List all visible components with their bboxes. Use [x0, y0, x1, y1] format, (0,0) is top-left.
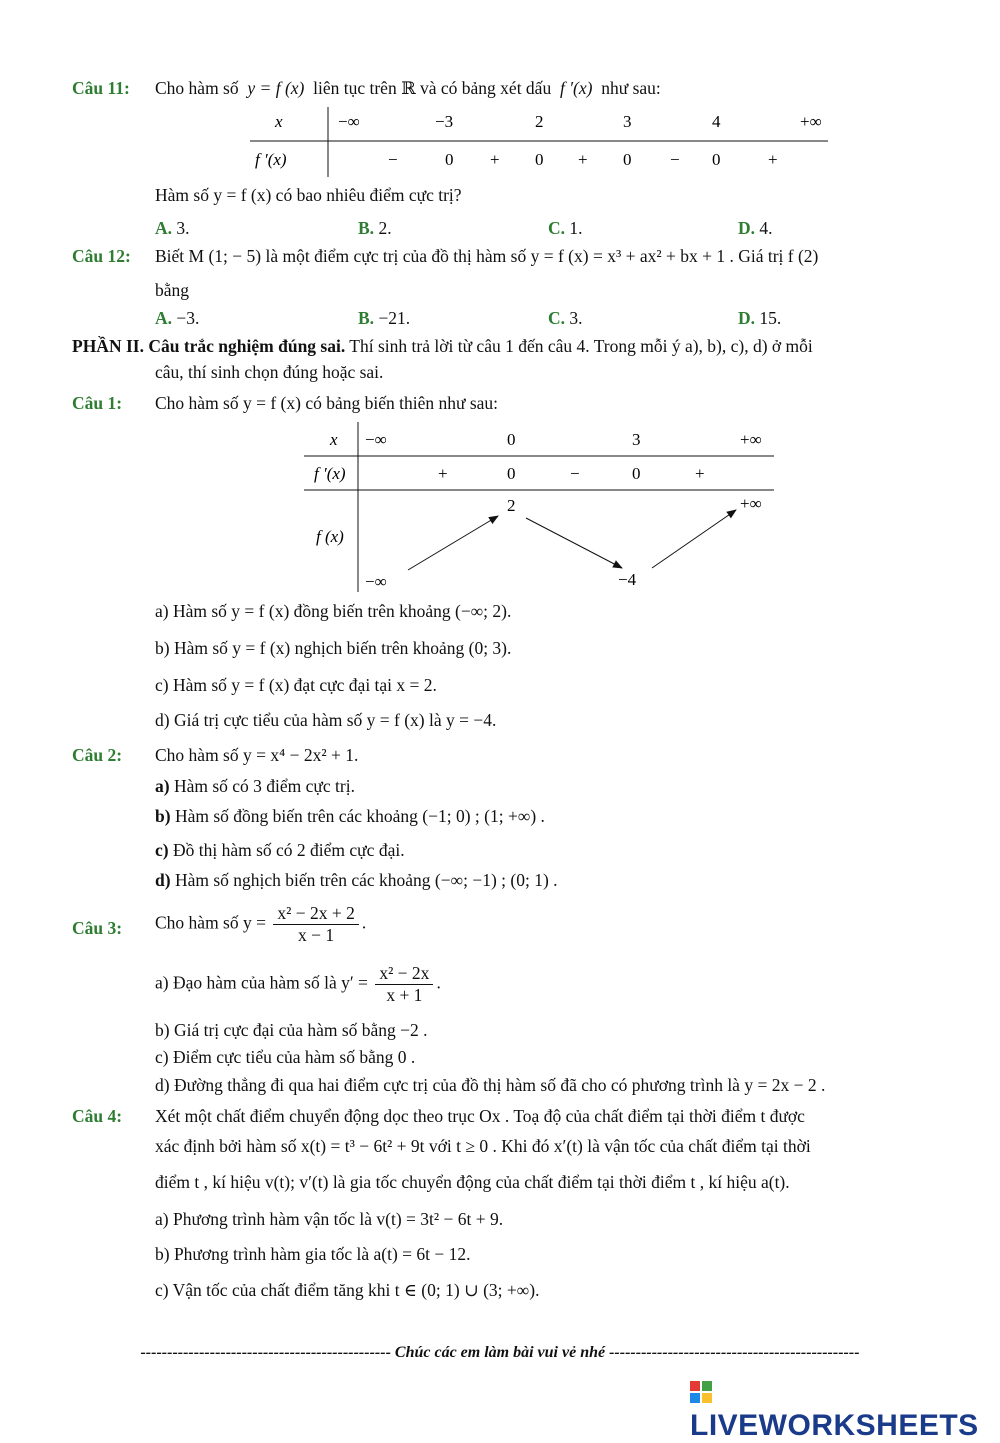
c1-x-label: x: [330, 430, 338, 449]
q11-sign-table: [250, 105, 840, 180]
q11-x-4: 4: [712, 112, 721, 131]
c1-item-c: c) Hàm số y = f (x) đạt cực đại tại x = 2.: [155, 675, 437, 695]
c2-item-c: c) Đồ thị hàm số có 2 điểm cực đại.: [155, 840, 405, 860]
q11-fp-8: +: [768, 150, 778, 169]
q11-fpx: f ′(x): [559, 78, 593, 98]
q12-answer-c[interactable]: C. 3.: [548, 308, 583, 328]
c3-fraction: $\frac{\text{x² − 2x + 2}}{x - 1}$: [273, 903, 359, 946]
q12-label: Câu 12:: [72, 246, 131, 266]
c3-a-fraction: $\frac{\text{x² − 2x}}{x + 1}$: [375, 963, 433, 1006]
c1-f-0: −∞: [365, 572, 387, 591]
c1-f-label: f (x): [316, 527, 344, 546]
c2-stem: Cho hàm số y = x⁴ − 2x² + 1.: [155, 745, 359, 765]
c3-stem: Cho hàm số y = $\frac{\text{x² − 2x + 2}}{x - 1}$ .: [155, 903, 367, 945]
c1-fp-1: 0: [507, 464, 516, 483]
c2-item-b: b) Hàm số đồng biến trên các khoảng (−1; 0) ; (1; +∞) .: [155, 806, 545, 826]
c1-item-b: b) Hàm số y = f (x) nghịch biến trên khoảng (0; 3).: [155, 638, 512, 658]
c4-item-b: b) Phương trình hàm gia tốc là a(t) = 6t − 12.: [155, 1244, 471, 1264]
q11-x-label: x: [275, 112, 283, 131]
q11-x-3: 3: [623, 112, 632, 131]
part2-line2: câu, thí sinh chọn đúng hoặc sai.: [155, 362, 384, 382]
c1-variation-table: [300, 422, 780, 597]
increase-arrow-2: [652, 510, 736, 568]
c1-fp-4: +: [695, 464, 705, 483]
q12-answer-a[interactable]: A. −3.: [155, 308, 200, 328]
c1-fp-0: +: [438, 464, 448, 483]
c4-item-a: a) Phương trình hàm vận tốc là v(t) = 3t² − 6t + 9.: [155, 1209, 504, 1229]
part2-title: PHẦN II. Câu trắc nghiệm đúng sai.: [72, 336, 346, 356]
q11-fp-label: f ′(x): [255, 150, 287, 169]
c1-f-1: 2: [507, 496, 516, 515]
q11-x-5: +∞: [800, 112, 822, 131]
q11-fp-1: 0: [445, 150, 454, 169]
c1-item-a: a) Hàm số y = f (x) đồng biến trên khoảng (−∞; 2).: [155, 601, 512, 621]
c1-item-d: d) Giá trị cực tiểu của hàm số y = f (x) là y = −4.: [155, 710, 497, 730]
q12-answer-d[interactable]: D. 15.: [738, 308, 782, 328]
q11-fp-6: −: [670, 150, 680, 169]
q11-fp-4: +: [578, 150, 588, 169]
c3-item-b: b) Giá trị cực đại của hàm số bằng −2 .: [155, 1020, 428, 1040]
q11-fp-2: +: [490, 150, 500, 169]
q11-question: Hàm số y = f (x) có bao nhiêu điểm cực trị?: [155, 185, 462, 205]
c4-item-c: c) Vận tốc của chất điểm tăng khi t ∈ (0; 1) ∪ (3; +∞).: [155, 1280, 540, 1300]
q11-stem-a: Cho hàm số: [155, 78, 239, 98]
liveworksheets-logo: [690, 1375, 1000, 1443]
q11-stem-c: như sau:: [601, 78, 661, 98]
c1-fp-label: f ′(x): [314, 464, 346, 483]
c1-f-2: −4: [618, 570, 637, 589]
c2-item-d: d) Hàm số nghịch biến trên các khoảng (−∞; −1) ; (0; 1) .: [155, 870, 558, 890]
footer-message: ----------------------------------------------- Chúc các em làm bài vui vẻ nhé -----------------------------------------------: [140, 1344, 860, 1361]
c4-line3: điểm t , kí hiệu v(t); v′(t) là gia tốc chuyển động của chất điểm tại thời điểm t , kí hiệu a(t).: [155, 1172, 790, 1192]
q11-answer-d[interactable]: D. 4.: [738, 218, 773, 238]
q12-line1: Biết M (1; − 5) là một điểm cực trị của đồ thị hàm số y = f (x) = x³ + ax² + bx + 1 . Giá trị f (2): [155, 246, 819, 266]
c3-item-c: c) Điểm cực tiểu của hàm số bằng 0 .: [155, 1047, 416, 1067]
c3-a-text: a) Đạo hàm của hàm số là y′ =: [155, 972, 368, 993]
c3-item-d: d) Đường thẳng đi qua hai điểm cực trị của đồ thị hàm số đã cho có phương trình là y = 2x − 2 .: [155, 1075, 826, 1095]
c1-x-0: −∞: [365, 430, 387, 449]
q11-x-1: −3: [435, 112, 454, 131]
q11-fp-5: 0: [623, 150, 632, 169]
c3-stem-text: Cho hàm số y =: [155, 912, 266, 933]
q12-answer-b[interactable]: B. −21.: [358, 308, 411, 328]
c1-x-3: +∞: [740, 430, 762, 449]
part2-heading: [72, 336, 813, 357]
q11-stem: [155, 78, 661, 99]
c1-f-3: +∞: [740, 494, 762, 513]
q11-x-0: −∞: [338, 112, 360, 131]
c4-line2: xác định bởi hàm số x(t) = t³ − 6t² + 9t với t ≥ 0 . Khi đó x′(t) là vận tốc của chất điểm tại thời: [155, 1136, 811, 1156]
q11-label: Câu 11:: [72, 78, 130, 98]
c1-x-2: 3: [632, 430, 641, 449]
q11-x-2: 2: [535, 112, 544, 131]
q11-fp-7: 0: [712, 150, 721, 169]
liveworksheets-logo-icon: [690, 1381, 712, 1403]
c1-x-1: 0: [507, 430, 516, 449]
decrease-arrow: [526, 518, 622, 568]
c1-fp-3: 0: [632, 464, 641, 483]
q11-stem-b: liên tục trên ℝ và có bảng xét dấu: [313, 78, 552, 98]
q11-answer-a[interactable]: A. 3.: [155, 218, 190, 238]
c1-stem: Cho hàm số y = f (x) có bảng biến thiên như sau:: [155, 393, 499, 413]
c1-fp-2: −: [570, 464, 580, 483]
c4-line1: Xét một chất điểm chuyển động dọc theo trục Ox . Toạ độ của chất điểm tại thời điểm t được: [155, 1106, 805, 1126]
c4-label: Câu 4:: [72, 1106, 123, 1126]
logo-text: LIVEWORKSHEETS: [690, 1409, 979, 1442]
q11-fp-3: 0: [535, 150, 544, 169]
q12-line2: bằng: [155, 280, 190, 300]
c3-label: Câu 3:: [72, 918, 123, 938]
q11-answer-b[interactable]: B. 2.: [358, 218, 392, 238]
q11-answer-c[interactable]: C. 1.: [548, 218, 583, 238]
q11-fx: y = f (x): [247, 78, 305, 98]
q11-fp-0: −: [388, 150, 398, 169]
c2-item-a: a) Hàm số có 3 điểm cực trị.: [155, 776, 355, 796]
c3-item-a: a) Đạo hàm của hàm số là y′ = $\frac{\text{x² − 2x}}{x + 1}$ .: [155, 963, 441, 1005]
c1-label: Câu 1:: [72, 393, 123, 413]
c2-label: Câu 2:: [72, 745, 123, 765]
part2-line1: Thí sinh trả lời từ câu 1 đến câu 4. Trong mỗi ý a), b), c), d) ở mỗi: [345, 336, 813, 356]
increase-arrow: [408, 516, 498, 570]
